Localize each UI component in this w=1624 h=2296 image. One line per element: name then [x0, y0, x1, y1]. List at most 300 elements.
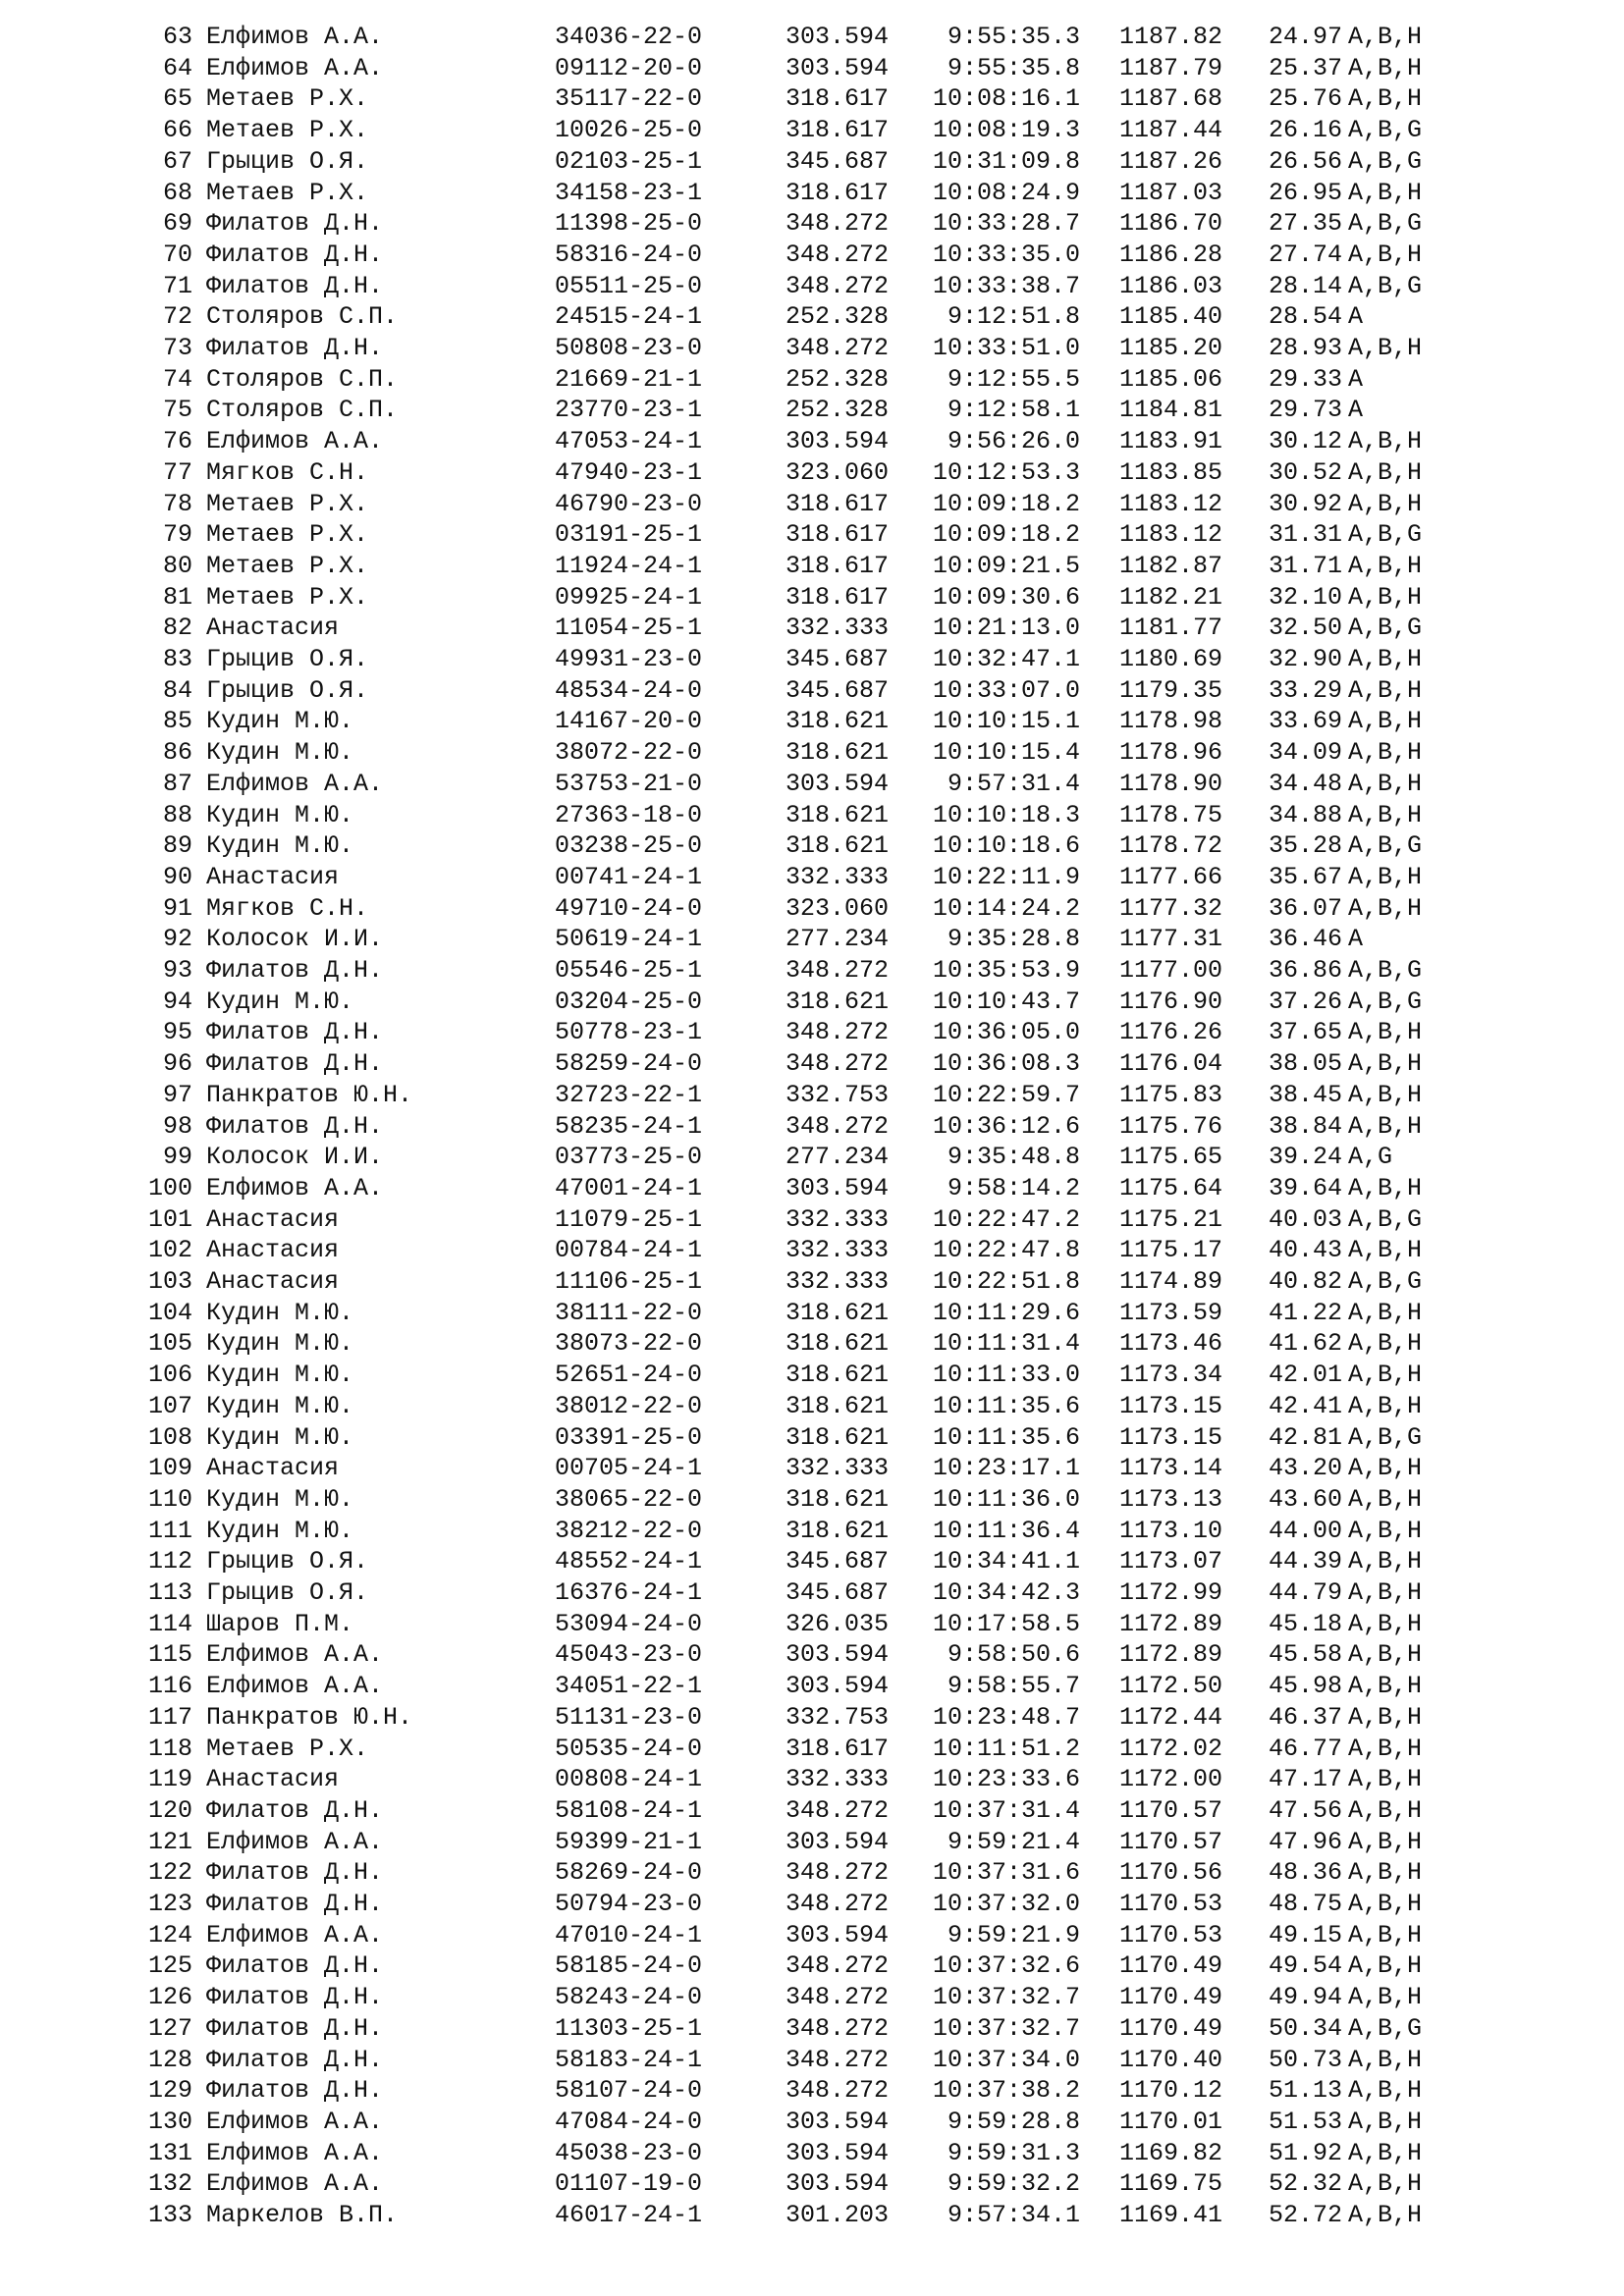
classes: A,B,G [1348, 1267, 1423, 1296]
row-number: 119 [147, 1765, 192, 1794]
points: 27.74 [1269, 240, 1343, 269]
ring-id: 34158-23-1 [555, 178, 703, 207]
table-row [0, 551, 1624, 582]
table-row [0, 1639, 1624, 1671]
table-row [0, 1764, 1624, 1795]
arrival-time: 10:36:08.3 [932, 1049, 1080, 1079]
arrival-time: 9:12:51.8 [947, 302, 1080, 332]
points: 40.03 [1269, 1204, 1343, 1234]
table-row [0, 395, 1624, 426]
table-row [0, 489, 1624, 520]
speed: 1182.21 [1119, 582, 1223, 612]
row-number: 102 [147, 1236, 192, 1265]
owner-name: Филатов Д.Н. [206, 1049, 384, 1079]
speed: 1170.53 [1119, 1920, 1223, 1949]
speed: 1172.02 [1119, 1734, 1223, 1763]
owner-name: Филатов Д.Н. [206, 334, 384, 362]
speed: 1183.12 [1119, 489, 1223, 518]
table-row [0, 893, 1624, 925]
ring-id: 38012-22-0 [555, 1391, 703, 1420]
table-row [0, 22, 1624, 53]
row-number: 121 [147, 1827, 192, 1856]
ring-id: 21669-21-1 [555, 364, 703, 394]
distance: 318.617 [785, 489, 890, 518]
ring-id: 50535-24-0 [555, 1734, 703, 1763]
distance: 348.272 [785, 956, 890, 985]
classes: A,B,G [1348, 1204, 1423, 1234]
speed: 1185.40 [1119, 302, 1223, 332]
row-number: 90 [162, 862, 192, 891]
distance: 345.687 [785, 1547, 890, 1576]
arrival-time: 9:57:31.4 [947, 769, 1080, 798]
distance: 303.594 [785, 1173, 890, 1202]
row-number: 114 [147, 1609, 192, 1638]
arrival-time: 10:37:38.2 [932, 2076, 1080, 2106]
row-number: 72 [162, 302, 192, 332]
points: 31.71 [1269, 551, 1343, 580]
ring-id: 38111-22-0 [555, 1298, 703, 1327]
classes: A [1348, 302, 1364, 332]
speed: 1178.96 [1119, 738, 1223, 768]
points: 33.29 [1269, 675, 1343, 705]
table-row [0, 644, 1624, 675]
speed: 1179.35 [1119, 675, 1223, 705]
speed: 1173.46 [1119, 1329, 1223, 1359]
table-row [0, 83, 1624, 115]
distance: 318.621 [785, 707, 890, 736]
speed: 1187.68 [1119, 84, 1223, 114]
arrival-time: 10:33:07.0 [932, 675, 1080, 705]
classes: A,B,H [1348, 1609, 1423, 1638]
distance: 332.333 [785, 614, 890, 643]
arrival-time: 9:56:26.0 [947, 427, 1080, 456]
distance: 348.272 [785, 2045, 890, 2074]
speed: 1186.03 [1119, 271, 1223, 300]
classes: A,B,H [1348, 2201, 1423, 2229]
speed: 1172.50 [1119, 1672, 1223, 1701]
distance: 348.272 [785, 209, 890, 239]
table-row [0, 1795, 1624, 1827]
speed: 1177.00 [1119, 956, 1223, 985]
ring-id: 01107-19-0 [555, 2169, 703, 2199]
row-number: 76 [162, 427, 192, 456]
table-row [0, 1889, 1624, 1920]
arrival-time: 10:32:47.1 [932, 645, 1080, 673]
ring-id: 03204-25-0 [555, 987, 703, 1016]
ring-id: 00705-24-1 [555, 1454, 703, 1483]
table-row [0, 2013, 1624, 2045]
classes: A,B,H [1348, 1111, 1423, 1141]
owner-name: Мягков С.Н. [206, 457, 369, 487]
row-number: 65 [162, 84, 192, 114]
points: 52.72 [1269, 2201, 1343, 2229]
owner-name: Метаев Р.Х. [206, 551, 369, 580]
row-number: 122 [147, 1858, 192, 1888]
arrival-time: 10:36:05.0 [932, 1018, 1080, 1047]
table-row [0, 1516, 1624, 1547]
speed: 1173.15 [1119, 1391, 1223, 1420]
arrival-time: 10:23:33.6 [932, 1765, 1080, 1794]
row-number: 133 [147, 2201, 192, 2229]
points: 36.07 [1269, 893, 1343, 923]
classes: A,B,H [1348, 84, 1423, 114]
arrival-time: 10:09:30.6 [932, 582, 1080, 612]
owner-name: Елфимов А.А. [206, 1173, 384, 1202]
distance: 318.617 [785, 178, 890, 207]
distance: 348.272 [785, 1858, 890, 1888]
distance: 332.333 [785, 862, 890, 891]
points: 25.37 [1269, 53, 1343, 82]
owner-name: Кудин М.Ю. [206, 1422, 354, 1452]
distance: 318.617 [785, 1734, 890, 1763]
classes: A,B,H [1348, 2045, 1423, 2074]
points: 41.22 [1269, 1298, 1343, 1327]
arrival-time: 10:22:47.8 [932, 1236, 1080, 1265]
distance: 348.272 [785, 1983, 890, 2012]
classes: A,B,H [1348, 1298, 1423, 1327]
classes: A,B,H [1348, 551, 1423, 580]
table-row [0, 1173, 1624, 1204]
owner-name: Филатов Д.Н. [206, 1890, 384, 1918]
row-number: 131 [147, 2138, 192, 2167]
row-number: 97 [162, 1080, 192, 1109]
row-number: 96 [162, 1049, 192, 1079]
speed: 1182.87 [1119, 551, 1223, 580]
distance: 332.333 [785, 1765, 890, 1794]
speed: 1169.75 [1119, 2169, 1223, 2199]
distance: 318.621 [785, 1298, 890, 1327]
points: 47.96 [1269, 1827, 1343, 1856]
owner-name: Кудин М.Ю. [206, 1329, 354, 1359]
table-row [0, 1453, 1624, 1484]
ring-id: 11079-25-1 [555, 1204, 703, 1234]
classes: A,B,H [1348, 1578, 1423, 1607]
classes: A,B,H [1348, 1454, 1423, 1483]
classes: A,B,H [1348, 1361, 1423, 1390]
row-number: 64 [162, 53, 192, 82]
owner-name: Анастасия [206, 1236, 340, 1265]
distance: 252.328 [785, 302, 890, 332]
arrival-time: 10:37:32.6 [932, 1951, 1080, 1981]
ring-id: 11054-25-1 [555, 614, 703, 643]
arrival-time: 10:37:32.0 [932, 1890, 1080, 1918]
owner-name: Филатов Д.Н. [206, 209, 384, 239]
row-number: 94 [162, 987, 192, 1016]
speed: 1172.89 [1119, 1609, 1223, 1638]
distance: 318.617 [785, 582, 890, 612]
arrival-time: 10:22:59.7 [932, 1080, 1080, 1109]
points: 51.53 [1269, 2107, 1343, 2136]
points: 26.56 [1269, 146, 1343, 176]
owner-name: Анастасия [206, 862, 340, 891]
arrival-time: 10:11:31.4 [932, 1329, 1080, 1359]
distance: 301.203 [785, 2201, 890, 2229]
table-row [0, 1982, 1624, 2013]
table-row [0, 240, 1624, 271]
arrival-time: 10:35:53.9 [932, 956, 1080, 985]
owner-name: Кудин М.Ю. [206, 738, 354, 768]
classes: A,B,H [1348, 1890, 1423, 1918]
points: 30.92 [1269, 489, 1343, 518]
points: 42.81 [1269, 1422, 1343, 1452]
speed: 1170.12 [1119, 2076, 1223, 2106]
row-number: 92 [162, 925, 192, 954]
ring-id: 48552-24-1 [555, 1547, 703, 1576]
speed: 1169.41 [1119, 2201, 1223, 2229]
distance: 345.687 [785, 146, 890, 176]
arrival-time: 10:11:51.2 [932, 1734, 1080, 1763]
speed: 1187.03 [1119, 178, 1223, 207]
arrival-time: 10:21:13.0 [932, 614, 1080, 643]
owner-name: Метаев Р.Х. [206, 178, 369, 207]
classes: A,B,G [1348, 956, 1423, 985]
row-number: 130 [147, 2107, 192, 2136]
points: 42.01 [1269, 1361, 1343, 1390]
ring-id: 48534-24-0 [555, 675, 703, 705]
speed: 1173.07 [1119, 1547, 1223, 1576]
owner-name: Филатов Д.Н. [206, 1858, 384, 1888]
arrival-time: 9:58:50.6 [947, 1640, 1080, 1670]
classes: A,B,H [1348, 1236, 1423, 1265]
table-row [0, 1702, 1624, 1734]
speed: 1175.21 [1119, 1204, 1223, 1234]
classes: A,B,H [1348, 1391, 1423, 1420]
row-number: 116 [147, 1672, 192, 1701]
distance: 277.234 [785, 1143, 890, 1172]
table-row [0, 53, 1624, 84]
row-number: 77 [162, 457, 192, 487]
classes: A,B,H [1348, 1702, 1423, 1732]
owner-name: Филатов Д.Н. [206, 1018, 384, 1047]
speed: 1185.20 [1119, 334, 1223, 362]
classes: A,B,H [1348, 1983, 1423, 2012]
owner-name: Мягков С.Н. [206, 893, 369, 923]
table-row [0, 1048, 1624, 1080]
points: 30.52 [1269, 457, 1343, 487]
row-number: 71 [162, 271, 192, 300]
owner-name: Кудин М.Ю. [206, 707, 354, 736]
row-number: 107 [147, 1391, 192, 1420]
points: 44.00 [1269, 1516, 1343, 1545]
distance: 318.621 [785, 1484, 890, 1514]
ring-id: 34036-22-0 [555, 23, 703, 51]
points: 38.45 [1269, 1080, 1343, 1109]
row-number: 81 [162, 582, 192, 612]
speed: 1186.28 [1119, 240, 1223, 269]
table-row [0, 426, 1624, 457]
distance: 348.272 [785, 1018, 890, 1047]
owner-name: Метаев Р.Х. [206, 489, 369, 518]
owner-name: Метаев Р.Х. [206, 84, 369, 114]
ring-id: 53094-24-0 [555, 1609, 703, 1638]
points: 26.95 [1269, 178, 1343, 207]
ring-id: 59399-21-1 [555, 1827, 703, 1856]
speed: 1172.00 [1119, 1765, 1223, 1794]
row-number: 108 [147, 1422, 192, 1452]
row-number: 109 [147, 1454, 192, 1483]
classes: A,B,G [1348, 2013, 1423, 2043]
points: 50.34 [1269, 2013, 1343, 2043]
arrival-time: 10:33:28.7 [932, 209, 1080, 239]
speed: 1186.70 [1119, 209, 1223, 239]
owner-name: Филатов Д.Н. [206, 1951, 384, 1981]
points: 51.13 [1269, 2076, 1343, 2106]
distance: 332.333 [785, 1454, 890, 1483]
classes: A,B,G [1348, 271, 1423, 300]
owner-name: Елфимов А.А. [206, 1672, 384, 1701]
distance: 323.060 [785, 893, 890, 923]
classes: A,B,H [1348, 1516, 1423, 1545]
classes: A,B,H [1348, 1049, 1423, 1079]
distance: 345.687 [785, 1578, 890, 1607]
owner-name: Филатов Д.Н. [206, 240, 384, 269]
arrival-time: 10:33:51.0 [932, 334, 1080, 362]
points: 39.24 [1269, 1143, 1343, 1172]
table-row [0, 457, 1624, 489]
classes: A,B,H [1348, 1547, 1423, 1576]
table-row [0, 1950, 1624, 1982]
points: 29.73 [1269, 396, 1343, 425]
row-number: 123 [147, 1890, 192, 1918]
speed: 1187.82 [1119, 23, 1223, 51]
row-number: 66 [162, 116, 192, 145]
owner-name: Кудин М.Ю. [206, 1516, 354, 1545]
owner-name: Анастасия [206, 1765, 340, 1794]
row-number: 100 [147, 1173, 192, 1202]
ring-id: 00784-24-1 [555, 1236, 703, 1265]
table-row [0, 675, 1624, 707]
distance: 332.333 [785, 1204, 890, 1234]
arrival-time: 10:11:29.6 [932, 1298, 1080, 1327]
points: 28.54 [1269, 302, 1343, 332]
speed: 1180.69 [1119, 645, 1223, 673]
speed: 1170.49 [1119, 1951, 1223, 1981]
points: 34.48 [1269, 769, 1343, 798]
points: 51.92 [1269, 2138, 1343, 2167]
arrival-time: 10:33:38.7 [932, 271, 1080, 300]
owner-name: Грыцив О.Я. [206, 645, 369, 673]
distance: 348.272 [785, 271, 890, 300]
classes: A,B,H [1348, 457, 1423, 487]
ring-id: 47084-24-0 [555, 2107, 703, 2136]
row-number: 74 [162, 364, 192, 394]
owner-name: Кудин М.Ю. [206, 1361, 354, 1390]
points: 40.82 [1269, 1267, 1343, 1296]
arrival-time: 9:55:35.3 [947, 23, 1080, 51]
distance: 318.621 [785, 1516, 890, 1545]
speed: 1170.57 [1119, 1827, 1223, 1856]
distance: 318.621 [785, 1422, 890, 1452]
ring-id: 00741-24-1 [555, 862, 703, 891]
classes: A,B,H [1348, 427, 1423, 456]
distance: 332.333 [785, 1267, 890, 1296]
arrival-time: 10:11:33.0 [932, 1361, 1080, 1390]
speed: 1173.34 [1119, 1361, 1223, 1390]
owner-name: Метаев Р.Х. [206, 116, 369, 145]
row-number: 83 [162, 645, 192, 673]
row-number: 106 [147, 1361, 192, 1390]
arrival-time: 10:36:12.6 [932, 1111, 1080, 1141]
row-number: 86 [162, 738, 192, 768]
arrival-time: 10:08:24.9 [932, 178, 1080, 207]
owner-name: Анастасия [206, 1204, 340, 1234]
table-row [0, 1017, 1624, 1048]
table-row [0, 1422, 1624, 1454]
arrival-time: 10:11:36.0 [932, 1484, 1080, 1514]
row-number: 84 [162, 675, 192, 705]
distance: 318.621 [785, 1361, 890, 1390]
points: 28.93 [1269, 334, 1343, 362]
row-number: 67 [162, 146, 192, 176]
owner-name: Столяров С.П. [206, 396, 399, 425]
owner-name: Метаев Р.Х. [206, 520, 369, 550]
ring-id: 38073-22-0 [555, 1329, 703, 1359]
table-row [0, 613, 1624, 644]
ring-id: 27363-18-0 [555, 800, 703, 829]
row-number: 104 [147, 1298, 192, 1327]
ring-id: 58243-24-0 [555, 1983, 703, 2012]
points: 34.09 [1269, 738, 1343, 768]
table-row [0, 1734, 1624, 1765]
owner-name: Елфимов А.А. [206, 1640, 384, 1670]
table-row [0, 1298, 1624, 1329]
classes: A,B,H [1348, 2076, 1423, 2106]
speed: 1170.53 [1119, 1890, 1223, 1918]
speed: 1185.06 [1119, 364, 1223, 394]
distance: 252.328 [785, 396, 890, 425]
speed: 1178.75 [1119, 800, 1223, 829]
points: 34.88 [1269, 800, 1343, 829]
distance: 303.594 [785, 1920, 890, 1949]
arrival-time: 10:08:16.1 [932, 84, 1080, 114]
distance: 348.272 [785, 1890, 890, 1918]
arrival-time: 10:22:51.8 [932, 1267, 1080, 1296]
arrival-time: 10:34:42.3 [932, 1578, 1080, 1607]
arrival-time: 10:33:35.0 [932, 240, 1080, 269]
row-number: 93 [162, 956, 192, 985]
speed: 1176.26 [1119, 1018, 1223, 1047]
arrival-time: 10:17:58.5 [932, 1609, 1080, 1638]
ring-id: 09112-20-0 [555, 53, 703, 82]
points: 38.05 [1269, 1049, 1343, 1079]
speed: 1173.14 [1119, 1454, 1223, 1483]
ring-id: 46017-24-1 [555, 2201, 703, 2229]
speed: 1173.13 [1119, 1484, 1223, 1514]
owner-name: Грыцив О.Я. [206, 1578, 369, 1607]
classes: A,B,H [1348, 707, 1423, 736]
table-row [0, 1546, 1624, 1577]
speed: 1173.59 [1119, 1298, 1223, 1327]
ring-id: 50619-24-1 [555, 925, 703, 954]
owner-name: Кудин М.Ю. [206, 831, 354, 861]
points: 42.41 [1269, 1391, 1343, 1420]
classes: A,B,H [1348, 178, 1423, 207]
points: 39.64 [1269, 1173, 1343, 1202]
distance: 348.272 [785, 1795, 890, 1825]
distance: 303.594 [785, 2138, 890, 2167]
ring-id: 49710-24-0 [555, 893, 703, 923]
distance: 252.328 [785, 364, 890, 394]
classes: A,B,H [1348, 1827, 1423, 1856]
points: 31.31 [1269, 520, 1343, 550]
speed: 1184.81 [1119, 396, 1223, 425]
owner-name: Елфимов А.А. [206, 769, 384, 798]
arrival-time: 10:11:35.6 [932, 1422, 1080, 1452]
speed: 1187.79 [1119, 53, 1223, 82]
owner-name: Анастасия [206, 1267, 340, 1296]
speed: 1175.65 [1119, 1143, 1223, 1172]
arrival-time: 10:10:15.4 [932, 738, 1080, 768]
